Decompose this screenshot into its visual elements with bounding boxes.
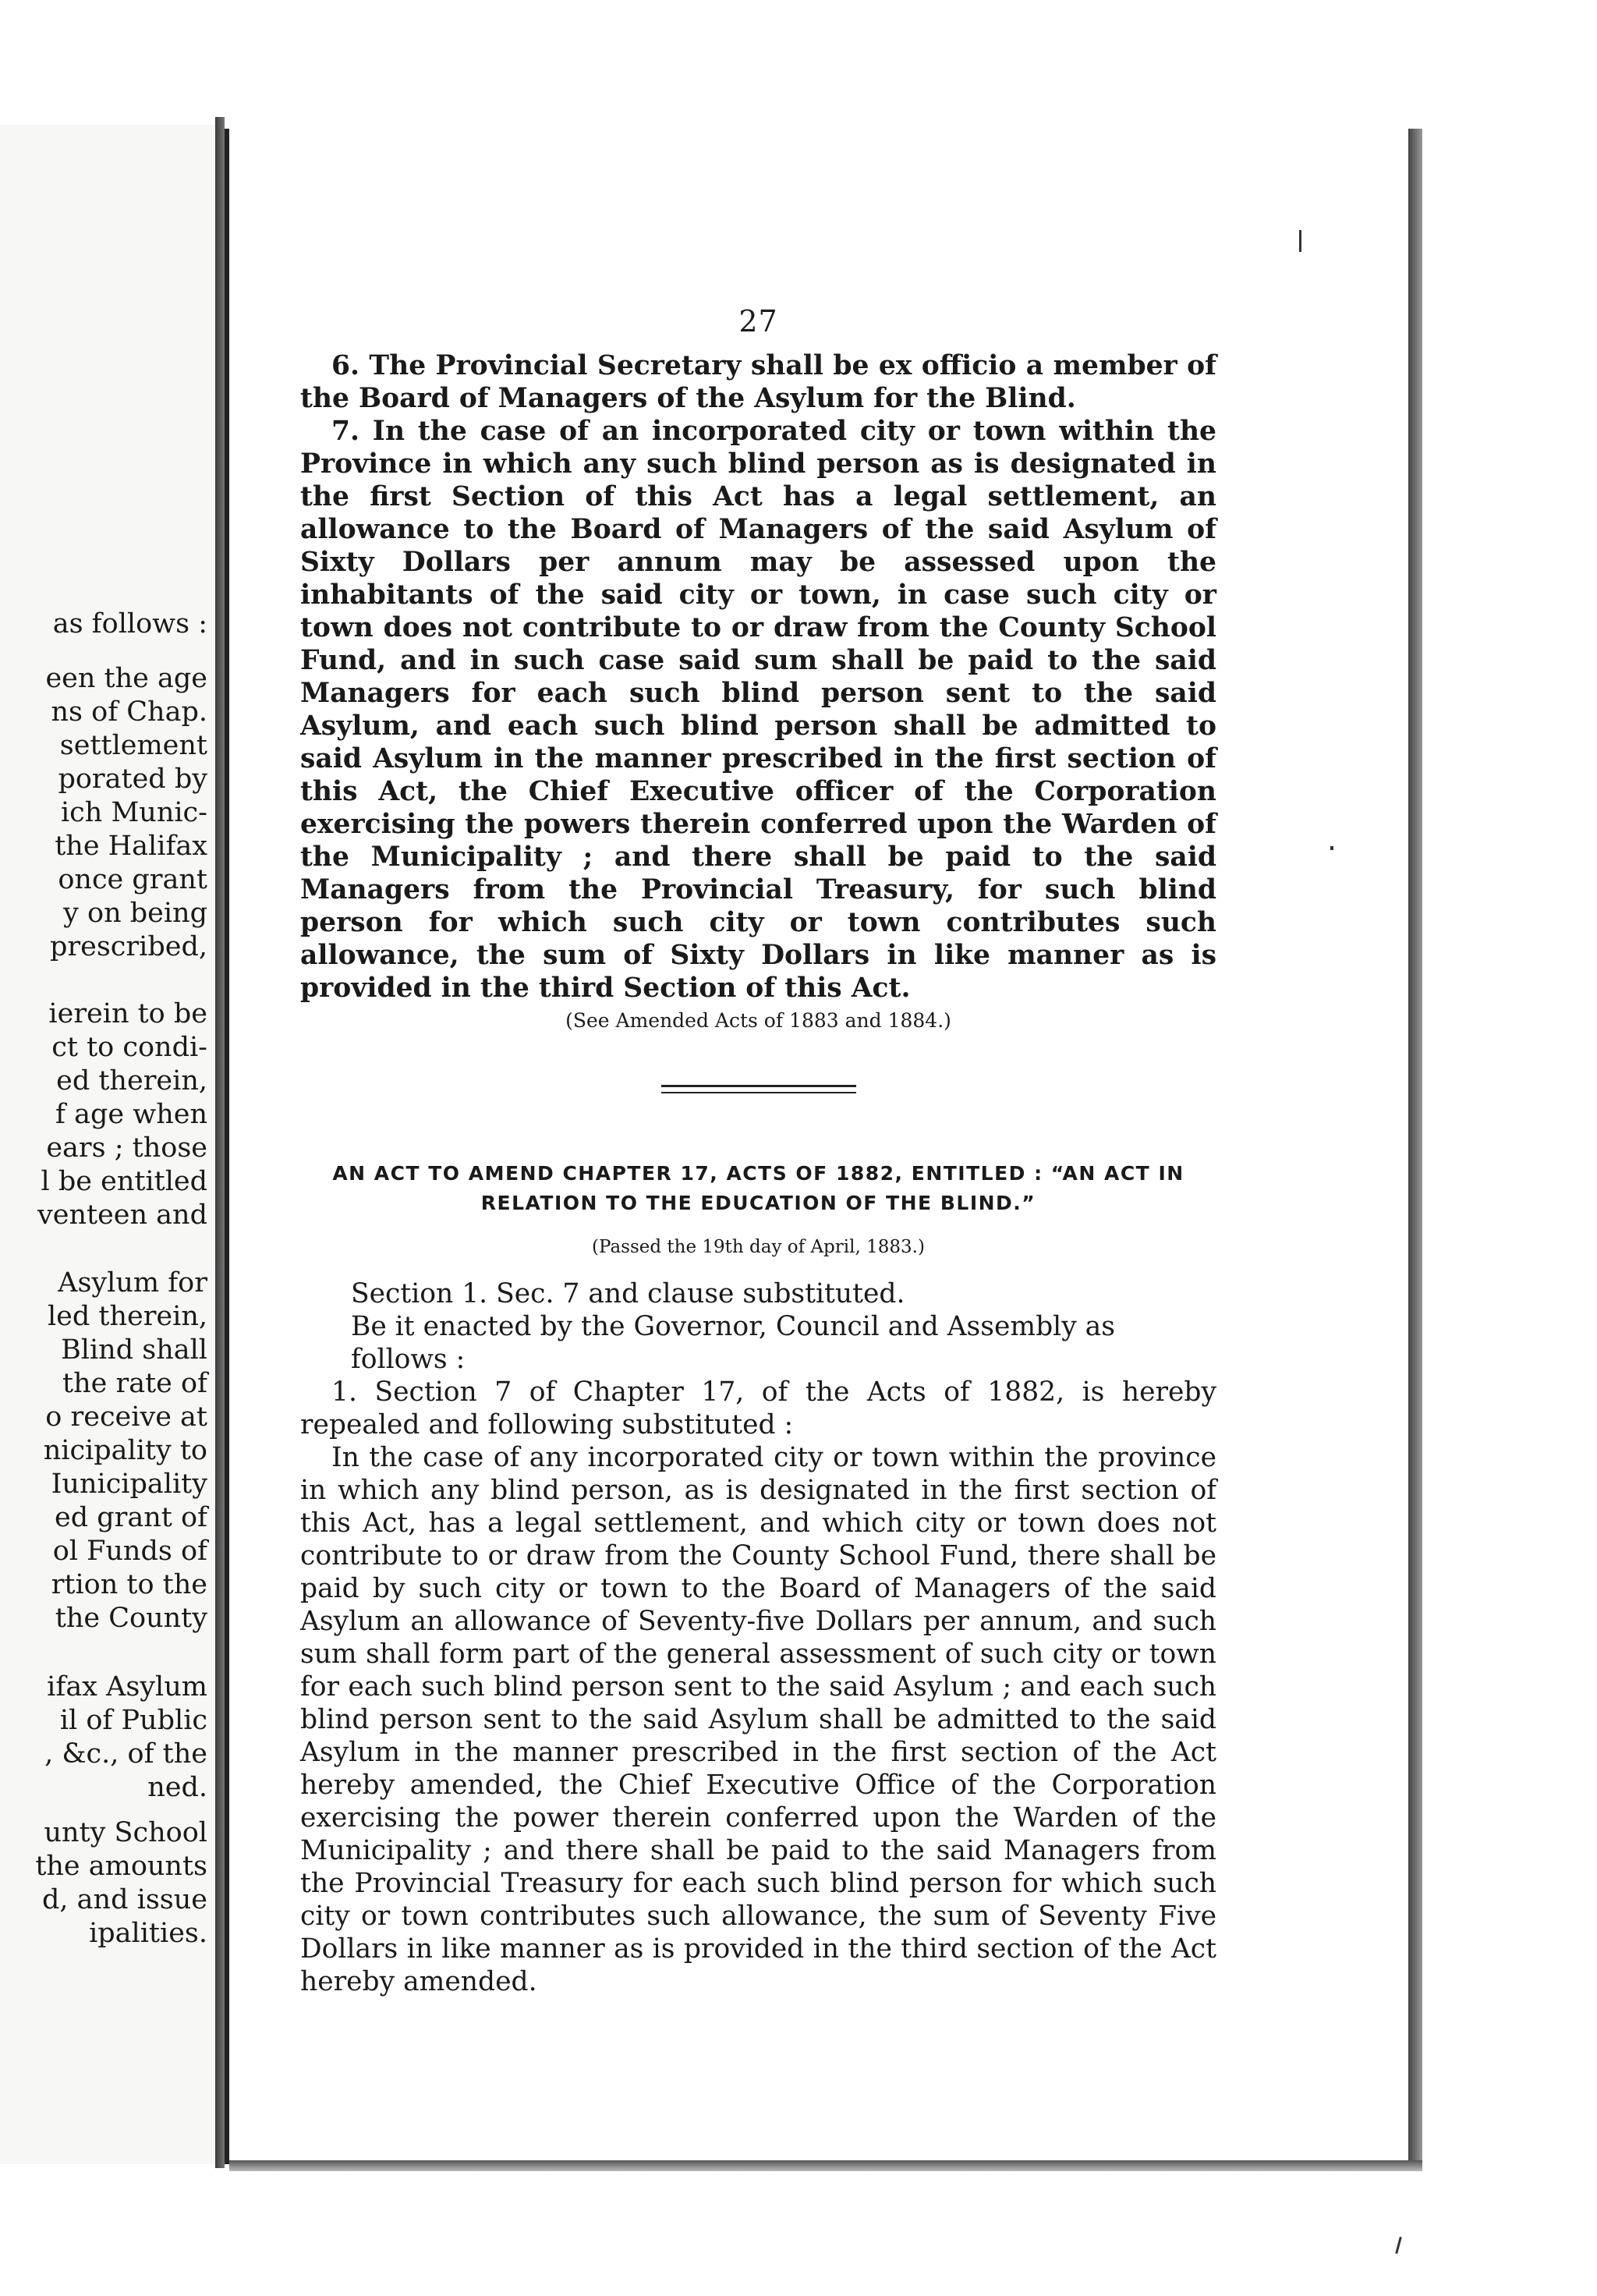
- left-page-line: ierein to be: [48, 998, 207, 1029]
- left-page-line: y on being: [63, 898, 207, 929]
- act-title-line-2: RELATION TO THE EDUCATION OF THE BLIND.”: [480, 1192, 1036, 1214]
- left-page-line: o receive at: [45, 1401, 207, 1433]
- left-page-line: prescribed,: [50, 931, 207, 962]
- left-page-line: rtion to the: [51, 1569, 207, 1600]
- left-page-line: ears ; those: [46, 1132, 207, 1164]
- book-gutter: [215, 117, 225, 2168]
- scan-mark: [1330, 846, 1333, 850]
- left-page-line: ns of Chap.: [51, 696, 207, 728]
- left-page-line: the County: [55, 1603, 207, 1634]
- left-page-line: ifax Asylum: [47, 1671, 207, 1703]
- left-page-line: d, and issue: [42, 1884, 207, 1915]
- left-page-line: ipalities.: [89, 1918, 207, 1949]
- left-facing-page: [0, 125, 215, 2164]
- left-page-line: ol Funds of: [52, 1536, 207, 1567]
- left-page-line: settlement: [59, 730, 207, 761]
- left-page-line: Iunicipality: [51, 1469, 207, 1500]
- left-page-line: Asylum for: [58, 1267, 207, 1299]
- left-page-line: nicipality to: [43, 1435, 207, 1466]
- page-content: [300, 304, 1216, 1998]
- left-page-line: unty School: [44, 1817, 207, 1848]
- section-6-paragraph: 6. The Provincial Secretary shall be ex officio a member of the Board of Managers of the Asylum for the Blind.: [300, 350, 1216, 414]
- left-page-line: as follows :: [52, 608, 207, 640]
- left-page-line: ed grant of: [54, 1502, 207, 1533]
- act-title-line-1: AN ACT TO AMEND CHAPTER 17, ACTS OF 1882, ENTITLED : “AN ACT IN: [332, 1162, 1184, 1185]
- passed-date: (Passed the 19th day of April, 1883.): [592, 1237, 925, 1257]
- left-page-line: ed therein,: [56, 1065, 207, 1097]
- left-page-line: the Halifax: [55, 831, 207, 862]
- section-divider: [661, 1085, 856, 1093]
- section-7-paragraph: 7. In the case of an incorporated city or town within the Province in which any such blind person as is designated in the first Section of this Act has a legal settlement, an allowance to the Board of Managers of the said Asylum of Sixty Dollars per annum may be assessed upon the inhabitants of the said city or town, in case such city or town does not contribute to or draw from the County School Fund, and in such case said sum shall be paid to the said Managers for each such blind person sent to the said Asylum, and each such blind person shall be admitted to said Asylum in the manner prescribed in the first section of this Act, the Chief Executive officer of the Corporation exercising the powers therein conferred upon the Warden of the Municipality ; and there shall be paid to the said Managers from the Provincial Treasury, for such blind person for which such city or town contributes such allowance, the sum of Sixty Dollars in like manner as is provided in the third Section of this Act.: [300, 416, 1216, 1004]
- left-page-line: venteen and: [37, 1199, 207, 1231]
- page-right-shadow: [1408, 129, 1422, 2160]
- page-bottom-shadow: [229, 2160, 1422, 2171]
- enacting-clause: Be it enacted by the Governor, Council and Assembly as follows :: [351, 1311, 1115, 1375]
- left-page-line: il of Public: [59, 1705, 207, 1736]
- left-page-line: l be entitled: [41, 1166, 207, 1197]
- left-page-line: f age when: [55, 1099, 207, 1130]
- page-number: 27: [738, 304, 778, 338]
- scan-mark: [1299, 230, 1301, 252]
- section-summary: Section 1. Sec. 7 and clause substituted.: [351, 1278, 905, 1309]
- amended-acts-note: (See Amended Acts of 1883 and 1884.): [565, 1009, 951, 1032]
- left-page-line: the rate of: [62, 1368, 207, 1399]
- left-page-line: ct to condi-: [51, 1032, 207, 1063]
- left-page-line: Blind shall: [61, 1334, 207, 1366]
- substituted-clause: In the case of any incorporated city or town within the province in which any blind person, as is designated in the first section of this Act, has a legal settlement, and which city or town does not contribute to or draw from the County School Fund, there shall be paid by such city or town to the Board of Managers of the said Asylum an allowance of Seventy-five Dollars per annum, and such sum shall form part of the general assessment of such city or town for each such blind person sent to the said Asylum ; and each such blind person sent to the said Asylum shall be admitted to the said Asylum in the manner prescribed in the first section of the Act hereby amended, the Chief Executive Office of the Corporation exercising the power therein conferred upon the Warden of the Municipality ; and there shall be paid to the said Managers from the Provincial Treasury for each such blind person for which such city or town contributes such allowance, the sum of Seventy Five Dollars in like manner as is provided in the third section of the Act hereby amended.: [300, 1442, 1216, 1997]
- left-page-line: ich Munic-: [60, 797, 207, 828]
- left-page-line: porated by: [58, 764, 207, 795]
- left-page-line: once grant: [58, 864, 207, 895]
- act-title: [300, 1159, 1216, 1218]
- left-page-line: the amounts: [35, 1851, 207, 1882]
- left-page-line: ned.: [147, 1772, 207, 1803]
- left-page-line: een the age: [45, 663, 207, 694]
- left-page-line: , &c., of the: [44, 1738, 207, 1770]
- section-1-paragraph: 1. Section 7 of Chapter 17, of the Acts of 1882, is hereby repealed and following substituted :: [300, 1377, 1216, 1440]
- scan-mark: [1395, 2237, 1402, 2254]
- left-page-line: led therein,: [47, 1301, 207, 1332]
